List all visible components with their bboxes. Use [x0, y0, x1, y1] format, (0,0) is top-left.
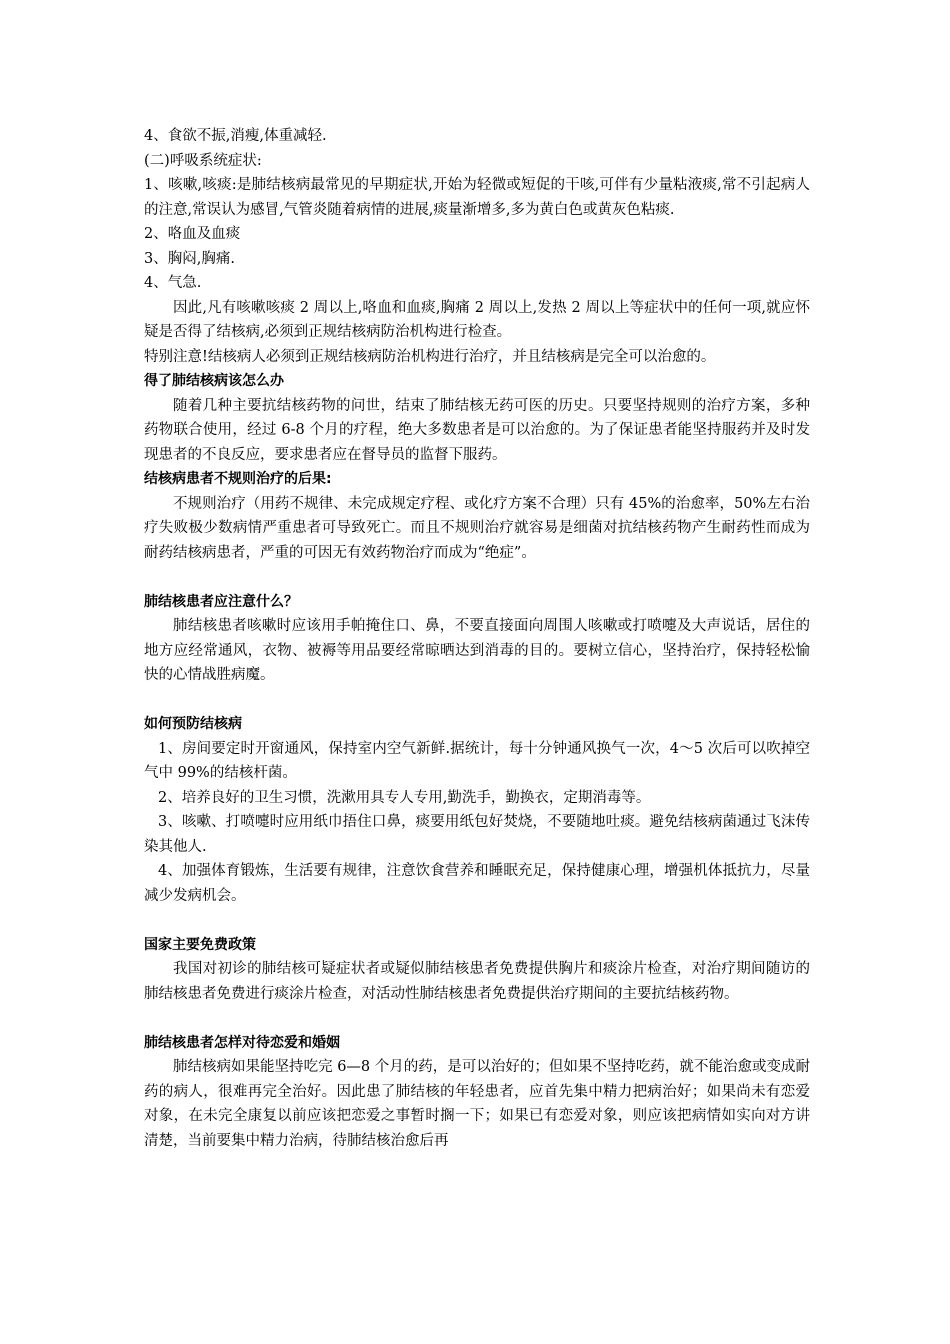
heading-free-policy: 国家主要免费政策 — [144, 936, 256, 953]
what-to-do-paragraph: 随着几种主要抗结核药物的问世，结束了肺结核无药可医的历史。只要坚持规则的治疗方案，多种药物联合使用，经过 6-8 个月的疗程，绝大多数患者是可以治愈的。为了保证患者能坚持服药并及时发现患者的不良反应，要求患者应在督导员的监督下服药。 — [144, 397, 810, 463]
prevention-item-hygiene: 2、培养良好的卫生习惯，洗漱用具专人专用,勤洗手，勤换衣，定期消毒等。 — [158, 789, 651, 806]
treatment-notice: 特别注意!结核病人必须到正规结核病防治机构进行治疗，并且结核病是完全可以治愈的。 — [144, 348, 716, 365]
free-policy-paragraph: 我国对初诊的肺结核可疑症状者或疑似肺结核患者免费提供胸片和痰涂片检查，对治疗期间随访的肺结核患者免费进行痰涂片检查，对活动性肺结核患者免费提供治疗期间的主要抗结核药物。 — [144, 961, 810, 1002]
respiratory-section-title: (二)呼吸系统症状: — [144, 152, 262, 169]
heading-love-marriage: 肺结核患者怎样对待恋爱和婚姻 — [144, 1034, 340, 1051]
paragraph-spacer — [144, 908, 810, 933]
prevention-item-ventilation: 1、房间要定时开窗通风，保持室内空气新鲜.据统计，每十分钟通风换气一次，4～5 次后可以吹掉空气中 99%的结核杆菌。 — [144, 740, 810, 781]
paragraph-spacer — [144, 1006, 810, 1031]
respiratory-item-chest-pain: 3、胸闷,胸痛. — [144, 250, 235, 267]
paragraph-spacer — [144, 688, 810, 713]
prevention-item-cough-etiquette: 3、咳嗽、打喷嚏时应用纸巾捂住口鼻，痰要用纸包好焚烧，不要随地吐痰。避免结核病菌通过飞沫传染其他人. — [144, 814, 810, 855]
paragraph-spacer — [144, 565, 810, 590]
heading-prevention: 如何预防结核病 — [144, 716, 242, 732]
respiratory-item-shortness-of-breath: 4、气急. — [144, 275, 202, 291]
love-marriage-paragraph: 肺结核病如果能坚持吃完 6—8 个月的药，是可以治好的；但如果不坚持吃药，就不能治愈或变成耐药的病人，很难再完全治好。因此患了肺结核的年轻患者，应首先集中精力把病治好；如果尚未有恋爱对象，在未完全康复以前应该把恋爱之事暂时搁一下；如果已有恋爱对象，则应该把病情如实向对方讲清楚，当前要集中精力治病，待肺结核治愈后再 — [144, 1059, 810, 1149]
symptom-summary-paragraph: 因此,凡有咳嗽咳痰 2 周以上,咯血和血痰,胸痛 2 周以上,发热 2 周以上等症状中的任何一项,就应怀疑是否得了结核病,必须到正规结核病防治机构进行检查。 — [144, 299, 810, 340]
heading-what-to-do: 得了肺结核病该怎么办 — [144, 373, 284, 389]
symptom-item-appetite: 4、食欲不振,消瘦,体重减轻. — [144, 128, 327, 144]
heading-irregular-treatment: 结核病患者不规则治疗的后果: — [144, 471, 332, 487]
prevention-item-exercise: 4、加强体育锻炼，生活要有规律，注意饮食营养和睡眠充足，保持健康心理，增强机体抵抗力，尽量减少发病机会。 — [144, 863, 810, 904]
heading-attention: 肺结核患者应注意什么？ — [144, 593, 298, 610]
respiratory-item-hemoptysis: 2、咯血及血痰 — [144, 226, 241, 242]
attention-paragraph: 肺结核患者咳嗽时应该用手帕掩住口、鼻，不要直接面向周围人咳嗽或打喷嚏及大声说话，居住的地方应经常通风，衣物、被褥等用品要经常晾晒达到消毒的目的。要树立信心，坚持治疗，保持轻松愉快的心情战胜病魔。 — [144, 618, 810, 683]
irregular-treatment-paragraph: 不规则治疗（用药不规律、未完成规定疗程、或化疗方案不合理）只有 45%的治愈率，50%左右治疗失败极少数病情严重患者可导致死亡。而且不规则治疗就容易是细菌对抗结核药物产生耐药性而成为耐药结核病患者，严重的可因无有效药物治疗而成为“绝症”。 — [144, 495, 810, 561]
document-page — [144, 124, 810, 1153]
respiratory-item-cough: 1、咳嗽,咳痰:是肺结核病最常见的早期症状,开始为轻微或短促的干咳,可伴有少量粘液痰,常不引起病人的注意,常误认为感冒,气管炎随着病情的进展,痰量渐增多,多为黄白色或黄灰色粘痰. — [144, 177, 810, 218]
